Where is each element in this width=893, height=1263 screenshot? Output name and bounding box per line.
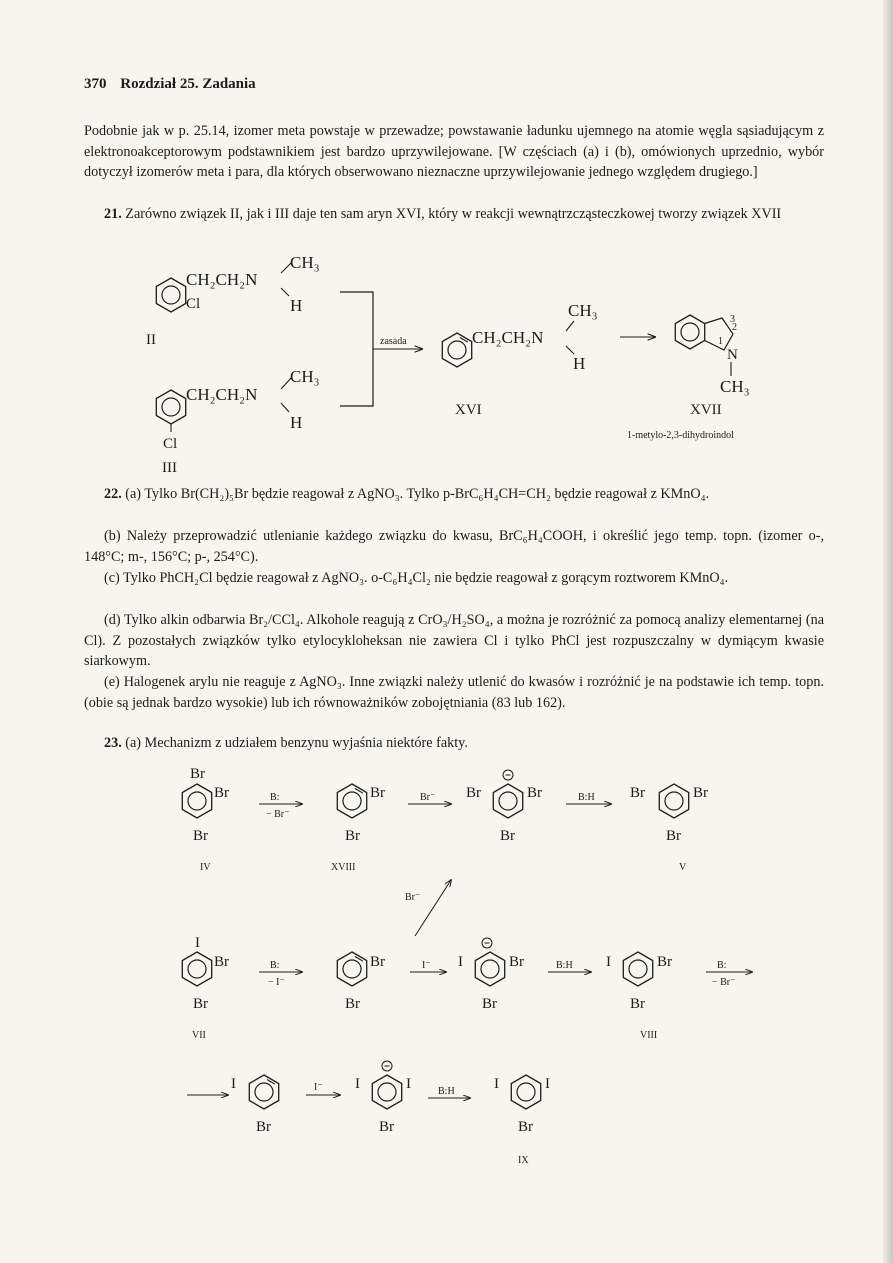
III-chain: CH₂CH₂N [186, 385, 258, 404]
svg-text:− Br⁻: − Br⁻ [266, 809, 290, 820]
XVII-name: 1-metylo-2,3-dihydroindol [627, 430, 734, 441]
svg-text:I⁻: I⁻ [422, 960, 431, 971]
svg-text:Br: Br [666, 828, 681, 844]
svg-text:Br: Br [527, 785, 542, 801]
problem-22-number: 22. [104, 486, 122, 502]
compound-XVII [627, 314, 750, 441]
label-IX: IX [518, 1155, 529, 1166]
compound-XVI [442, 301, 597, 418]
svg-text:I: I [458, 954, 463, 970]
base-reagent: zasada [380, 336, 407, 347]
III-label: III [162, 460, 177, 476]
svg-text:I⁻: I⁻ [314, 1082, 323, 1093]
svg-text:Br: Br [482, 996, 497, 1012]
svg-text:Br: Br [370, 954, 385, 970]
label-VIII: VIII [640, 1030, 658, 1041]
II-methyl: CH₃ [290, 253, 320, 272]
problem-21-text: Zarówno związek II, jak i III daje ten sam aryn XVI, który w reakcji wewnątrzcząsteczkowej tworzy związek XVII [125, 206, 782, 222]
XVII-num2: 2 [732, 322, 737, 333]
svg-text:Br⁻: Br⁻ [405, 892, 421, 903]
svg-text:Br: Br [370, 785, 385, 801]
svg-text:I: I [355, 1076, 360, 1092]
II-h: H [290, 296, 303, 315]
svg-text:I: I [494, 1076, 499, 1092]
III-cl: Cl [163, 436, 178, 452]
problem-23-text: (a) Mechanizm z udziałem benzynu wyjaśnia niektóre fakty. [125, 735, 468, 751]
XVII-num3: 3 [730, 314, 735, 325]
compound-IX [494, 1075, 550, 1166]
XVI-h: H [573, 354, 586, 373]
problem-22-e: (e) Halogenek arylu nie reaguje z AgNO₃. Inne związki należy utlenić do kwasów i rozróżnić je na podstawie ich temp. topn. (obie są jednak bardzo wysokie) lub ich równoważników zobojętniania (83 lub 162). [84, 674, 824, 711]
svg-text:Br: Br [500, 828, 515, 844]
svg-text:B:: B: [270, 960, 280, 971]
problem-22-c: (c) Tylko PhCH₂Cl będzie reagował z AgNO₃. o-C₆H₄Cl₂ nie będzie reagował z gorącym roztworem KMnO₄. [104, 570, 729, 586]
XVII-n: N [727, 347, 738, 363]
XVI-methyl: CH₃ [568, 301, 598, 320]
II-label: II [146, 332, 156, 348]
label-IV: IV [200, 862, 211, 873]
svg-text:Br: Br [509, 954, 524, 970]
svg-text:Br: Br [256, 1119, 271, 1135]
svg-text:B:H: B:H [578, 792, 595, 803]
svg-text:B:: B: [270, 792, 280, 803]
bracket-arrow [340, 292, 422, 406]
svg-text:Br: Br [657, 954, 672, 970]
XVII-num1: 1 [718, 336, 723, 347]
label-V: V [679, 862, 687, 873]
svg-text:Br: Br [630, 996, 645, 1012]
svg-text:Br: Br [379, 1119, 394, 1135]
page-number: 370 [84, 76, 107, 92]
svg-text:Br: Br [214, 785, 229, 801]
svg-text:Br: Br [345, 996, 360, 1012]
compound-II [146, 253, 320, 348]
carbanion-2 [458, 938, 524, 1012]
svg-text:Br: Br [466, 785, 481, 801]
svg-text:I: I [195, 935, 200, 951]
svg-text:B:H: B:H [556, 960, 573, 971]
chapter-title: Rozdział 25. Zadania [120, 76, 256, 92]
compound-III [156, 367, 319, 476]
compound-IV [182, 766, 229, 873]
XVI-label: XVI [455, 402, 482, 418]
II-cl: Cl [186, 296, 201, 312]
svg-text:I: I [606, 954, 611, 970]
II-chain: CH₂CH₂N [186, 270, 258, 289]
label-XVIII: XVIII [331, 862, 356, 873]
III-h: H [290, 413, 303, 432]
svg-text:− I⁻: − I⁻ [268, 977, 285, 988]
svg-text:B:: B: [717, 960, 727, 971]
compound-VII [182, 935, 229, 1041]
problem-22-d: (d) Tylko alkin odbarwia Br₂/CCl₄. Alkohole reagują z CrO₃/H₂SO₄, a można je rozróżnić za pomocą analizy elementarnej (na Cl). Z pozostałych związków tylko etylocykloheksan nie zawiera Cl i tylko PhCl jest rozpuszczalny w dymiącym kwasie siarkowym. [84, 612, 824, 669]
compound-V [630, 784, 708, 873]
carbanion-3 [355, 1061, 411, 1135]
label-VII: VII [192, 1030, 206, 1041]
svg-text:I: I [406, 1076, 411, 1092]
svg-text:− Br⁻: − Br⁻ [712, 977, 736, 988]
aryne-row2 [337, 952, 385, 1012]
svg-text:Br: Br [190, 766, 205, 782]
XVII-label: XVII [690, 402, 722, 418]
svg-text:Br: Br [693, 785, 708, 801]
svg-text:Br: Br [193, 996, 208, 1012]
svg-text:Br: Br [345, 828, 360, 844]
svg-text:Br: Br [518, 1119, 533, 1135]
problem-23-number: 23. [104, 735, 122, 751]
compound-VIII [606, 952, 672, 1041]
carbanion-1 [466, 770, 542, 844]
compound-XVIII [331, 784, 385, 873]
svg-text:Br: Br [630, 785, 645, 801]
problem-21-number: 21. [104, 206, 122, 222]
XVI-chain: CH₂CH₂N [472, 328, 544, 347]
arrow-diag [415, 880, 451, 936]
svg-text:B:H: B:H [438, 1086, 455, 1097]
problem-22-b: (b) Należy przeprowadzić utlenianie każdego związku do kwasu, BrC₆H₄COOH, i określić jego temp. topn. (izomer o-, 148°C; m-, 156°C; p-, 254°C). [84, 528, 824, 565]
aryne-row3 [231, 1075, 279, 1135]
svg-text:Br: Br [214, 954, 229, 970]
III-methyl: CH₃ [290, 367, 320, 386]
svg-text:I: I [545, 1076, 550, 1092]
intro-paragraph: Podobnie jak w p. 25.14, izomer meta powstaje w przewadze; powstawanie ładunku ujemnego na atomie węgla sąsiadującym z elektronoakceptorowym podstawnikiem jest bardzo uprzywilejowane. [W częściach (a) i (b), omówionych uprzednio, wybór dotyczył izomerów meta i para, dla których obserwowano nieznaczne uprzywilejowanie jednego względem drugiego.] [84, 123, 824, 180]
svg-text:I: I [231, 1076, 236, 1092]
XVII-methyl: CH₃ [720, 377, 750, 396]
problem-22-a-text: (a) Tylko Br(CH₂)₅Br będzie reagował z AgNO₃. Tylko p-BrC₆H₄CH=CH₂ będzie reagował z KMnO₄. [125, 486, 710, 502]
svg-text:Br⁻: Br⁻ [420, 792, 436, 803]
svg-text:Br: Br [193, 828, 208, 844]
